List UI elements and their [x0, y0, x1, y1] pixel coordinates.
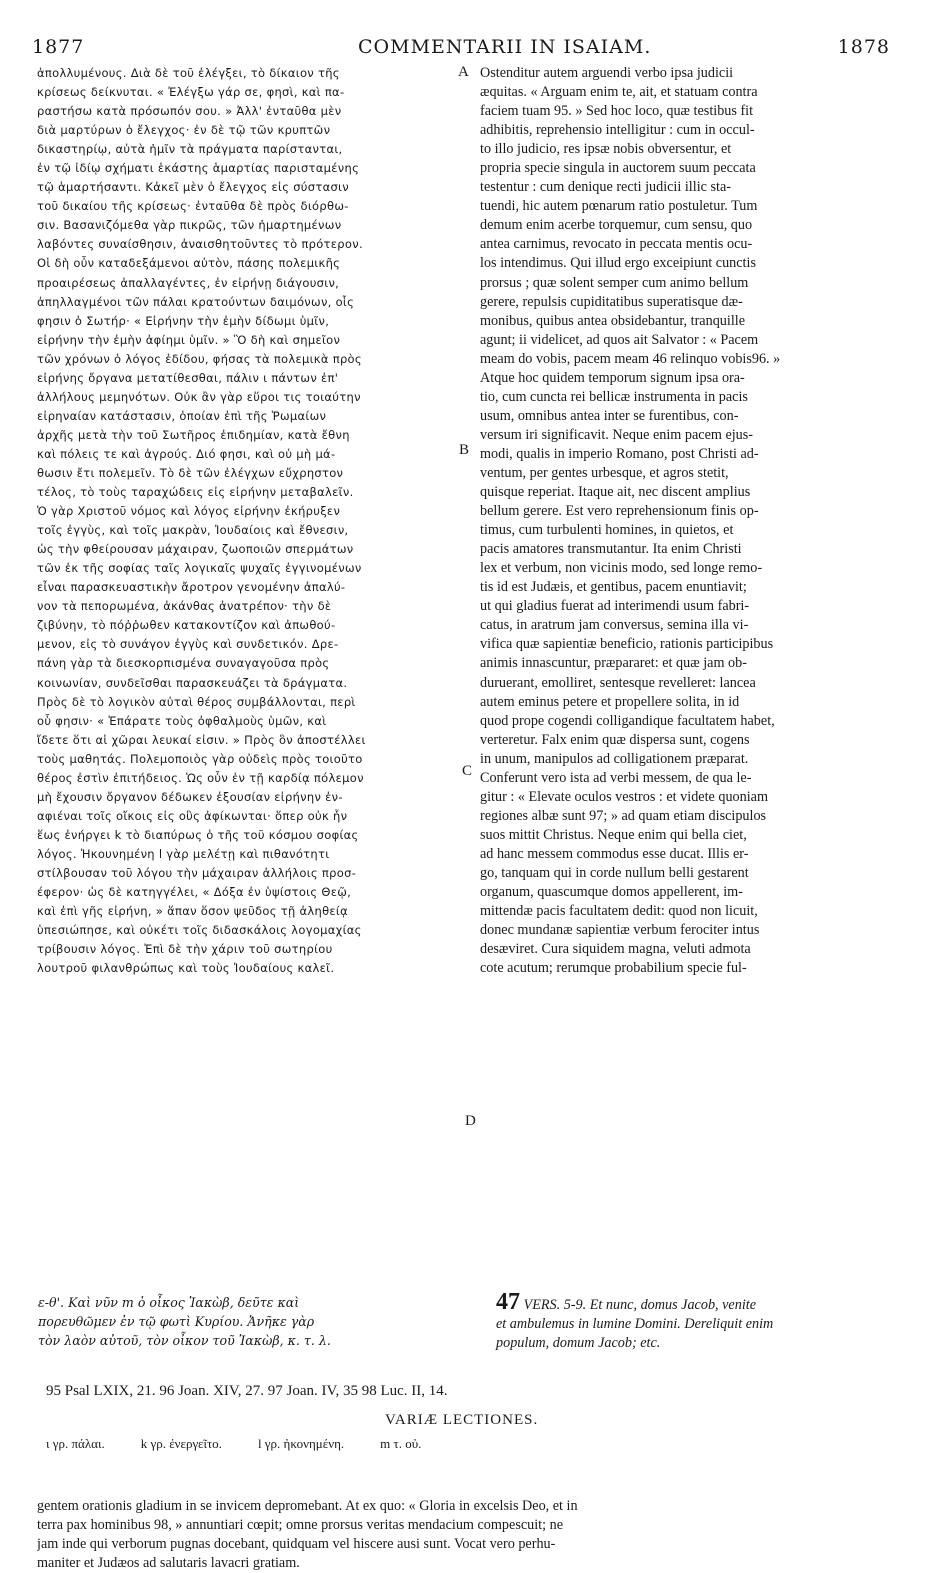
latin-text-line: ventum, per gentes urbesque, et agros stetit,	[480, 464, 729, 481]
greek-verse-block	[38, 1293, 331, 1350]
greek-text-line: εἰρήνης ὄργανα μετατίθεσθαι, πάλιν ι πάντων ἐπ'	[37, 370, 339, 385]
full-width-line: gentem orationis gladium in se invicem depromebant. At ex quo: « Gloria in excelsis Deo, et in	[37, 1498, 578, 1514]
greek-text-line: κρίσεως δείκνυται. « Ἐλέγξω γάρ σε, φησὶ, καὶ πα-	[37, 85, 345, 100]
greek-text-line: τοῖς ἐγγὺς, καὶ τοῖς μακρὰν, Ἰουδαίοις καὶ ἔθνεσιν,	[37, 523, 349, 538]
greek-text-line: έφερον· ὡς δὲ κατηγγέλει, « Δόξα ἐν ὑψίστοις Θεῷ,	[37, 885, 352, 900]
full-width-paragraph	[37, 1497, 897, 1573]
latin-column	[480, 64, 898, 978]
latin-text-line: organum, quascumque domos appellerent, im-	[480, 884, 743, 901]
greek-text-line: ὑπεσιώπησε, καὶ οὐκέτι τοῖς διδασκάλοις λογομαχίας	[37, 923, 362, 938]
latin-text-line: tuendi, hic autem pœnarum ratio postuletur. Tum	[480, 198, 758, 215]
latin-text-line: demum enim acerbe torquemur, cum sensu, quo	[480, 217, 753, 234]
verse-latin-line: populum, domum Jacob; etc.	[496, 1335, 661, 1352]
verse-greek-line: τὸν λαὸν αὐτοῦ, τὸν οἶκον τοῦ Ἰακὼβ, κ. τ. λ.	[38, 1333, 331, 1349]
variae-lectiones-title: VARIÆ LECTIONES.	[385, 1412, 539, 1428]
latin-text-line: cote acutum; rerumque probabilium specie ful-	[480, 960, 747, 977]
latin-verse-block	[496, 1289, 774, 1353]
greek-text-line: Πρὸς δὲ τὸ λογικὸν αὐταὶ θέρος συμβάλλονται, περὶ	[37, 694, 356, 709]
latin-text-line: to illo judicio, res ipsæ nobis obversentur, et	[480, 141, 732, 158]
greek-text-line: μὴ ἔχουσιν ὄργανον δέδωκεν ἐξουσίαν εἰρήνην ἐν-	[37, 789, 343, 804]
greek-text-line: ἴδετε ὅτι αἱ χῶραι λευκαί εἰσιν. » Πρὸς ὃν ἀποστέλλει	[37, 732, 366, 747]
variant-reading: l γρ. ἠκονημένη.	[257, 1436, 345, 1451]
greek-text-line: σιν. Βασανιζόμεθα γὰρ πικρῶς, τῶν ἡμαρτημένων	[37, 218, 342, 233]
latin-text-line: autem eminus petere et propellere solita, in id	[480, 693, 740, 710]
greek-text-line: τρίβουσιν λόγος. Ἐπὶ δὲ τὴν χάριν τοῦ σωτηρίου	[37, 942, 333, 957]
greek-column	[37, 64, 455, 978]
latin-text-line: mittendæ pacis facultatem dedit: quod non licuit,	[480, 903, 758, 920]
greek-text-line: ραστήσω κατὰ πρόσωπόν σου. » Ἀλλ' ἐνταῦθα μὲν	[37, 104, 342, 119]
latin-text-line: Conferunt vero ista ad verbi messem, de qua le-	[480, 769, 752, 786]
greek-text-line: εἰρηναίαν κατάστασιν, ὁποίαν ἐπὶ τῆς Ῥωμαίων	[37, 408, 327, 423]
latin-text-line: gerere, repulsis cupiditatibus superatisque dæ-	[480, 293, 743, 310]
latin-text-line: verteretur. Falx enim quæ dispersa sunt, cogens	[480, 731, 750, 748]
greek-text-line: τέλος, τὸ τοὺς ταραχώδεις εἰς εἰρήνην μεταβαλεῖν.	[37, 485, 354, 500]
latin-text-line: bellum gerere. Est vero reprehensionum finis op-	[480, 503, 759, 520]
latin-text-line: versum iri significavit. Neque enim pacem ejus-	[480, 426, 754, 443]
latin-text-line: donec mundanæ sapientiæ verbum ferociter intus	[480, 922, 760, 939]
greek-text-line: διὰ μαρτύρων ὁ ἔλεγχος· ἐν δὲ τῷ τῶν κρυπτῶν	[37, 123, 331, 138]
margin-letter-a: A	[458, 64, 469, 80]
greek-text-line: ἀλλήλους μεμηνότων. Οὐκ ἂν γὰρ εὕροι τις τοιαύτην	[37, 389, 361, 404]
footnotes: 95 Psal LXIX, 21. 96 Joan. XIV, 27. 97 Joan. IV, 35 98 Luc. II, 14.	[46, 1383, 448, 1399]
latin-text-line: agunt; ii videlicet, ad quos ait Salvator : « Pacem	[480, 331, 759, 348]
latin-text-line: meam do vobis, pacem meam 46 relinquo vobis96. »	[480, 350, 781, 367]
greek-text-line: οὗ φησιν· « Ἐπάρατε τοὺς ὀφθαλμοὺς ὑμῶν, καὶ	[37, 713, 327, 728]
variant-reading: m τ. οὐ.	[380, 1436, 422, 1451]
greek-text-line: τῷ ἁμαρτήσαντι. Κἀκεῖ μὲν ὁ ἔλεγχος εἰς σύστασιν	[37, 180, 349, 195]
right-page-number: 1878	[837, 36, 890, 58]
latin-text-line: lex et verbum, non vicinis modo, sed longe remo-	[480, 560, 763, 577]
latin-text-line: monibus, quibus antea obsidebantur, tranquille	[480, 312, 746, 329]
variant-reading: k γρ. ἐνεργεῖτο.	[140, 1436, 222, 1451]
greek-text-line: τοὺς μαθητάς. Πολεμοποιὸς γὰρ οὐδεὶς πρὸς τοιοῦτο	[37, 751, 363, 766]
latin-text-line: regiones albæ sunt 97; » ad quam etiam discipulos	[480, 807, 767, 824]
greek-text-line: δικαστηρίῳ, αὐτὰ ἡμῖν τὰ πράγματα παρίστανται,	[37, 142, 343, 157]
greek-text-line: ἀπολλυμένους. Διὰ δὲ τοῦ ἐλέγξει, τὸ δίκαιον τῆς	[37, 66, 340, 80]
greek-text-line: προαιρέσεως ἀπαλλαγέντες, ἐν εἰρήνῃ διάγουσιν,	[37, 275, 340, 290]
greek-text-line: Οἱ δὴ οὖν καταδεξάμενοι αὐτὸν, πάσης πολεμικῆς	[37, 256, 341, 271]
latin-text-line: animis innascuntur, præpararet: et quæ jam ob-	[480, 655, 747, 672]
greek-text-line: θωσιν ἔτι πολεμεῖν. Τὸ δὲ τῶν ἐλέγχων εὔχρηστον	[37, 465, 344, 480]
greek-text-line: εἰρήνην τὴν ἐμὴν ἀφίημι ὑμῖν. » Ὃ δὴ καὶ σημεῖον	[37, 332, 341, 347]
latin-text-line: suos mittit Christus. Neque enim qui bella ciet,	[480, 826, 747, 843]
latin-text-line: gitur : « Elevate oculos vestros : et videte quoniam	[480, 788, 769, 805]
latin-text-line: faciem tuam 95. » Sed hoc loco, quæ testibus fit	[480, 103, 754, 120]
verse-greek-line: ε-θ'. Καὶ νῦν m ὁ οἶκος Ἰακὼβ, δεῦτε καὶ	[38, 1295, 300, 1310]
latin-text-line: usum, omnibus antea inter se furentibus, con-	[480, 407, 739, 424]
latin-text-line: Ostenditur autem arguendi verbo ipsa judicii	[480, 65, 734, 81]
latin-text-line: æquitas. « Arguam enim te, ait, et statuam contra	[480, 84, 758, 101]
greek-text-line: καὶ πόλεις τε καὶ ἀγρούς. Διό φησι, καὶ οὐ μὴ μά-	[37, 446, 336, 461]
latin-text-line: duruerant, emolliret, sentesque revelleret: lancea	[480, 674, 756, 691]
latin-text-line: tis id est Judæis, et gentibus, pacem enuntiavit;	[480, 579, 747, 596]
greek-text-line: αφιέναι τοῖς οἴκοις εἰς οὓς ἀφίκωνται· ὅπερ οὐκ ἦν	[37, 808, 348, 823]
greek-text-line: καὶ ἐπὶ γῆς εἰρήνη, » ἅπαν ὅσον ψεῦδος τῇ ἀληθείᾳ	[37, 904, 349, 919]
left-page-number: 1877	[32, 36, 85, 58]
latin-text-line: pacis amatores transmutantur. Ita enim Christi	[480, 541, 742, 558]
greek-text-line: ὡς τὴν φθείρουσαν μάχαιραν, ζωοποιῶν σπερμάτων	[37, 542, 354, 557]
greek-text-line: λουτροῦ φιλανθρώπως καὶ τοὺς Ἰουδαίους καλεῖ.	[37, 961, 335, 976]
latin-text-line: vifica quæ sapientiæ beneficio, rationis participibus	[480, 636, 774, 653]
latin-text-line: desæviret. Cura siquidem magna, veluti admota	[480, 941, 751, 958]
running-title: COMMENTARII IN ISAIAM.	[358, 36, 652, 58]
greek-text-line: ζιβύνην, τὸ πόῤῥωθεν κατακοντίζον καὶ ἀπωθού-	[37, 618, 336, 633]
latin-text-line: adhibitis, reprehensio intelligitur : cum in occul-	[480, 122, 755, 139]
latin-text-line: in unum, manipulos ad colligationem præparat.	[480, 750, 749, 767]
greek-text-line: στίλβουσαν τοῦ λόγου τὴν μάχαιραν ἀλλήλοις προσ-	[37, 865, 357, 880]
greek-text-line: Ὁ γὰρ Χριστοῦ νόμος καὶ λόγος εἰρήνην ἐκήρυξεν	[37, 504, 341, 519]
margin-letter-c: C	[462, 763, 473, 779]
page-header	[30, 36, 890, 62]
latin-text-line: propria specie singula in auctorem suum peccata	[480, 160, 756, 177]
greek-text-line: κοινωνίαν, συνδεῖσθαι παρασκευάζει τὰ δράγματα.	[37, 675, 348, 690]
greek-text-line: νον τὰ πεπορωμένα, ἀκάνθας ἀνατρέπον· τὴν δὲ	[37, 599, 332, 614]
latin-text-line: modi, qualis in imperio Romano, post Christi ad-	[480, 445, 759, 462]
verse-latin-line: et ambulemus in lumine Domini. Dereliquit enim	[496, 1316, 774, 1333]
latin-text-line: timus, cum turbulenti homines, in quietos, et	[480, 522, 734, 539]
greek-text-line: φησιν ὁ Σωτήρ· « Εἰρήνην τὴν ἐμὴν δίδωμι ὑμῖν,	[37, 313, 330, 328]
verse-greek-line: πορευθῶμεν ἐν τῷ φωτὶ Κυρίου. Ἀνῆκε γὰρ	[38, 1314, 315, 1330]
latin-text-line: prorsus ; quæ solent semper cum animo bellum	[480, 274, 749, 291]
latin-text-line: antea carnimus, revocato in peccata mentis ocu-	[480, 236, 753, 253]
greek-text-line: πάνη γὰρ τὰ διεσκορπισμένα συναγαγοῦσα πρὸς	[37, 656, 330, 671]
greek-text-line: ἐν τῷ ἰδίῳ σχήματι ἑκάστης ἁμαρτίας παρισταμένης	[37, 161, 360, 176]
greek-text-line: ἀπηλλαγμένοι τῶν πάλαι κρατούντων δαιμόνων, οἷς	[37, 294, 355, 309]
full-width-line: jam inde qui verborum pugnas docebant, quidquam vel hiscere ausi sunt. Vocat vero perhu-	[37, 1536, 556, 1553]
greek-text-line: εἶναι παρασκευαστικὴν ἄροτρον γενομένην ἀπαλύ-	[37, 580, 346, 595]
greek-text-line: ἕως ἐνήργει k τὸ διαπύρως ὁ τῆς τοῦ κόσμου σοφίας	[37, 827, 359, 842]
latin-text-line: tio, cum cuncta rei bellicæ instrumenta in pacis	[480, 388, 748, 405]
latin-text-line: Atque hoc quidem temporum signum ipsa ora-	[480, 369, 745, 386]
greek-text-line: τοῦ δικαίου τῆς κρίσεως· ἐνταῦθα δὲ πρὸς διόρθω-	[37, 199, 349, 214]
greek-text-line: μενον, εἰς τὸ συνάγον ἐγγὺς καὶ συνδετικόν. Δρε-	[37, 637, 339, 652]
full-width-line: maniter et Judæos ad salutaris lavacri gratiam.	[37, 1555, 300, 1572]
greek-text-line: θέρος ἐστὶν ἐπιτήδειος. Ὡς οὖν ἐν τῇ καρδίᾳ πόλεμον	[37, 770, 364, 785]
variant-reading: ι γρ. πάλαι.	[46, 1436, 105, 1451]
greek-text-line: λόγος. Ἠκουνημένη l γὰρ μελέτῃ καὶ πιθανότητι	[37, 846, 330, 861]
margin-letter-b: B	[459, 442, 470, 458]
greek-text-line: τῶν ἐκ τῆς σοφίας ταῖς λογικαῖς ψυχαῖς ἐγγινομένων	[37, 561, 362, 576]
full-width-line: terra pax hominibus 98, » annuntiari cœpit; omne prorsus veritas mendacium compescuit; ne	[37, 1517, 563, 1534]
verse-latin-line: VERS. 5-9. Et nunc, domus Jacob, venite	[523, 1297, 756, 1313]
latin-text-line: los intendimus. Qui illud ergo exceipiunt cunctis	[480, 255, 756, 272]
greek-text-line: λαβόντες συναίσθησιν, ἀναισθητοῦντες τὸ πρότερον.	[37, 237, 363, 252]
latin-text-line: catus, in aratrum jam conversus, semina illa vi-	[480, 617, 749, 634]
latin-text-line: quisque reperiat. Itaque ait, nec discent amplius	[480, 484, 751, 501]
latin-text-line: go, tanquam qui in corde nullum belli gestarent	[480, 864, 749, 881]
latin-text-line: ut qui gladius fuerat ad interimendi usum fabri-	[480, 598, 750, 615]
latin-text-line: quod prope cogendi colligandique facultatem habet,	[480, 712, 775, 729]
section-number: 47	[496, 1289, 520, 1315]
greek-text-line: ἀρχῆς μετὰ τὴν τοῦ Σωτῆρος ἐπιδημίαν, κατὰ ἔθνη	[37, 427, 350, 442]
margin-letter-d: D	[465, 1113, 476, 1129]
greek-text-line: τῶν χρόνων ὁ λόγος ἐδίδου, φήσας τὰ πολεμικὰ πρὸς	[37, 351, 362, 366]
latin-text-line: ad hanc messem commodus esse ducat. Illis er-	[480, 845, 749, 862]
latin-text-line: testentur : cum denique recti judicii illic sta-	[480, 179, 731, 196]
variant-readings	[46, 1436, 457, 1452]
